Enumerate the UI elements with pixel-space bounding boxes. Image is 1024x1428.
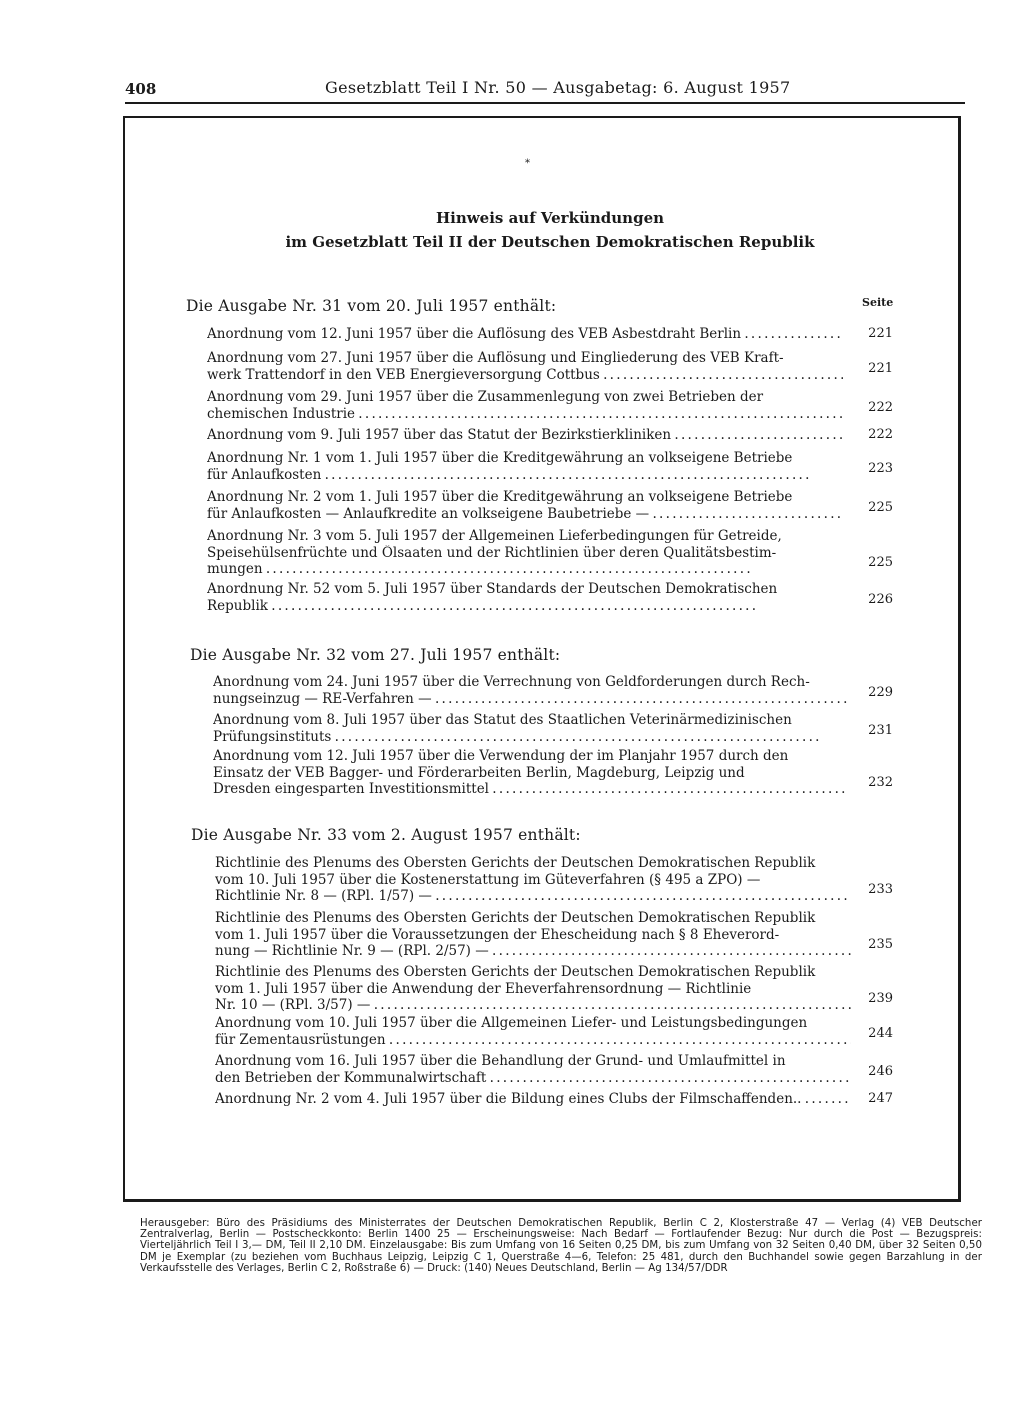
entry-line: Speisehülsenfrüchte und Ölsaaten und der Richtlinien über deren Qualitätsbestim- bbox=[207, 544, 777, 561]
entry-line: chemischen Industrie . . . bbox=[207, 406, 843, 423]
entry-page-number: 222 bbox=[868, 399, 893, 415]
entry-line: Anordnung Nr. 2 vom 1. Juli 1957 über die Kreditgewährung an volkseigene Betriebe bbox=[207, 489, 793, 505]
toc-entry bbox=[215, 910, 851, 960]
entry-page-number: 221 bbox=[868, 360, 893, 376]
entry-line: Dresden eingesparten Investitionsmittel . . . bbox=[213, 781, 849, 798]
entry-page-number: 225 bbox=[868, 499, 893, 515]
notice-subtitle: im Gesetzblatt Teil II der Deutschen Demokratischen Republik bbox=[285, 233, 815, 251]
entry-page-number: 244 bbox=[868, 1025, 893, 1041]
entry-line: Anordnung vom 10. Juli 1957 über die Allgemeinen Liefer- und Leistungsbedingungen bbox=[215, 1015, 808, 1031]
entry-page-number: 222 bbox=[868, 427, 893, 442]
toc-entry bbox=[215, 964, 851, 1014]
toc-entry bbox=[207, 350, 843, 383]
toc-entry bbox=[207, 581, 843, 614]
entry-line: Anordnung vom 16. Juli 1957 über die Behandlung der Grund- und Umlaufmittel in bbox=[215, 1053, 786, 1069]
entry-line: Nr. 10 — (RPl. 3/57) — . . . bbox=[215, 997, 851, 1014]
publisher-footer: Herausgeber: Büro des Präsidiums des Ministerrates der Deutschen Demokratischen Republik, Berlin C 2, Klosterstraße 47 — Verlag (4) VEB Deutscher Zentralverlag, Berlin — Postscheckkonto: Berlin 1400 25 — Erscheinungsweise: Nach Bedarf — Fortlaufender Bezug: Nur durch die Post — Bezugspreis: Vierteljährlich Teil I 3,— DM, Teil II 2,10 DM. Einzelausgabe: Bis zum Umfang von 16 Seiten 0,25 DM, bis zum Umfang von 32 Seiten 0,40 DM, über 32 Seiten 0,50 DM je Exemplar (zu beziehen vom Buchhaus Leipzig, Leipzig C 1, Querstraße 4—6, Telefon: 25 481, durch den Buchhandel sowie gegen Barzahlung in der Verkaufsstelle des Verlages, Berlin C 2, Roßstraße 6) — Druck: (140) Neues Deutschland, Berlin — Ag 134/57/DDR bbox=[140, 1218, 982, 1274]
entry-line: Anordnung vom 9. Juli 1957 über das Statut der Bezirkstierkliniken . . . bbox=[207, 427, 843, 444]
entry-line: Richtlinie des Plenums des Obersten Gerichts der Deutschen Demokratischen Republik bbox=[215, 855, 816, 871]
entry-page-number: 235 bbox=[868, 937, 893, 952]
toc-entry bbox=[215, 1053, 851, 1086]
entry-line: nungseinzug — RE-Verfahren — . . . bbox=[213, 691, 849, 708]
entry-line: Richtlinie Nr. 8 — (RPl. 1/57) — . . . bbox=[215, 888, 851, 905]
entry-page-number: 233 bbox=[868, 882, 893, 897]
entry-line: Richtlinie des Plenums des Obersten Gerichts der Deutschen Demokratischen Republik bbox=[215, 964, 816, 980]
notice-title: Hinweis auf Verkündungen bbox=[435, 209, 665, 227]
entry-page-number: 226 bbox=[868, 591, 893, 607]
toc-entry bbox=[215, 855, 851, 905]
entry-line: Anordnung Nr. 1 vom 1. Juli 1957 über die Kreditgewährung an volkseigene Betriebe bbox=[207, 450, 793, 466]
entry-page-number: 221 bbox=[868, 326, 893, 341]
entry-line: für Anlaufkosten — Anlaufkredite an volkseigene Baubetriebe — . . . bbox=[207, 506, 843, 523]
entry-line: Anordnung vom 12. Juli 1957 über die Verwendung der im Planjahr 1957 durch den bbox=[213, 748, 789, 764]
entry-page-number: 232 bbox=[868, 775, 893, 790]
issue-heading: Die Ausgabe Nr. 32 vom 27. Juli 1957 enthält: bbox=[190, 646, 561, 664]
entry-page-number: 225 bbox=[868, 555, 893, 570]
entry-line: Einsatz der VEB Bagger- und Förderarbeiten Berlin, Magdeburg, Leipzig und bbox=[213, 764, 745, 781]
entry-line: den Betrieben der Kommunalwirtschaft . . . bbox=[215, 1070, 851, 1087]
entry-line: Republik . . . bbox=[207, 598, 843, 615]
toc-entry bbox=[215, 1015, 851, 1048]
entry-line: mungen . . . bbox=[207, 561, 843, 578]
issue-heading: Die Ausgabe Nr. 33 vom 2. August 1957 enthält: bbox=[191, 826, 581, 844]
toc-entry bbox=[207, 427, 843, 444]
entry-line: vom 1. Juli 1957 über die Anwendung der Eheverfahrensordnung — Richtlinie bbox=[215, 980, 752, 997]
entry-line: werk Trattendorf in den VEB Energieversorgung Cottbus . . . bbox=[207, 367, 843, 384]
ornament-mark: * bbox=[525, 158, 530, 169]
toc-entry bbox=[207, 528, 843, 578]
entry-line: vom 10. Juli 1957 über die Kostenerstattung im Güteverfahren (§ 495 a ZPO) — bbox=[215, 871, 761, 888]
issue-heading: Die Ausgabe Nr. 31 vom 20. Juli 1957 enthält: bbox=[186, 297, 557, 315]
page-number: 408 bbox=[125, 80, 157, 98]
entry-page-number: 246 bbox=[868, 1063, 893, 1079]
entry-line: Prüfungsinstituts . . . bbox=[213, 729, 849, 746]
toc-entry bbox=[207, 389, 843, 422]
entry-line: Anordnung vom 12. Juni 1957 über die Auflösung des VEB Asbestdraht Berlin . . . bbox=[207, 326, 843, 343]
entry-line: für Zementausrüstungen . . . bbox=[215, 1032, 851, 1049]
entry-line: für Anlaufkosten . . . bbox=[207, 467, 843, 484]
toc-entry bbox=[213, 712, 849, 745]
page-header bbox=[125, 76, 965, 104]
toc-entry bbox=[213, 748, 849, 798]
entry-page-number: 231 bbox=[868, 722, 893, 738]
entry-page-number: 247 bbox=[868, 1091, 893, 1106]
running-title: Gesetzblatt Teil I Nr. 50 — Ausgabetag: 6. August 1957 bbox=[325, 78, 791, 97]
entry-line: Anordnung Nr. 3 vom 5. Juli 1957 der Allgemeinen Lieferbedingungen für Getreide, bbox=[207, 528, 782, 544]
entry-page-number: 223 bbox=[868, 460, 893, 476]
entry-line: Anordnung Nr. 52 vom 5. Juli 1957 über Standards der Deutschen Demokratischen bbox=[207, 581, 778, 597]
entry-line: Anordnung vom 27. Juni 1957 über die Auflösung und Eingliederung des VEB Kraft- bbox=[207, 350, 784, 366]
page-column-label: Seite bbox=[862, 296, 894, 309]
toc-entry bbox=[207, 326, 843, 343]
entry-line: Anordnung Nr. 2 vom 4. Juli 1957 über die Bildung eines Clubs der Filmschaffenden.. . . . bbox=[215, 1091, 851, 1108]
entry-line: Anordnung vom 29. Juni 1957 über die Zusammenlegung von zwei Betrieben der bbox=[207, 389, 764, 405]
entry-line: Anordnung vom 8. Juli 1957 über das Statut des Staatlichen Veterinärmedizinischen bbox=[213, 712, 792, 728]
entry-line: Richtlinie des Plenums des Obersten Gerichts der Deutschen Demokratischen Republik bbox=[215, 910, 816, 926]
toc-entry bbox=[207, 489, 843, 522]
entry-line: nung — Richtlinie Nr. 9 — (RPl. 2/57) — . . . bbox=[215, 943, 851, 960]
toc-entry bbox=[215, 1091, 851, 1108]
entry-line: Anordnung vom 24. Juni 1957 über die Verrechnung von Geldforderungen durch Rech- bbox=[213, 674, 810, 690]
entry-line: vom 1. Juli 1957 über die Voraussetzungen der Ehescheidung nach § 8 Eheverord- bbox=[215, 926, 780, 943]
entry-page-number: 229 bbox=[868, 684, 893, 700]
toc-entry bbox=[207, 450, 843, 483]
toc-entry bbox=[213, 674, 849, 707]
entry-page-number: 239 bbox=[868, 991, 893, 1006]
